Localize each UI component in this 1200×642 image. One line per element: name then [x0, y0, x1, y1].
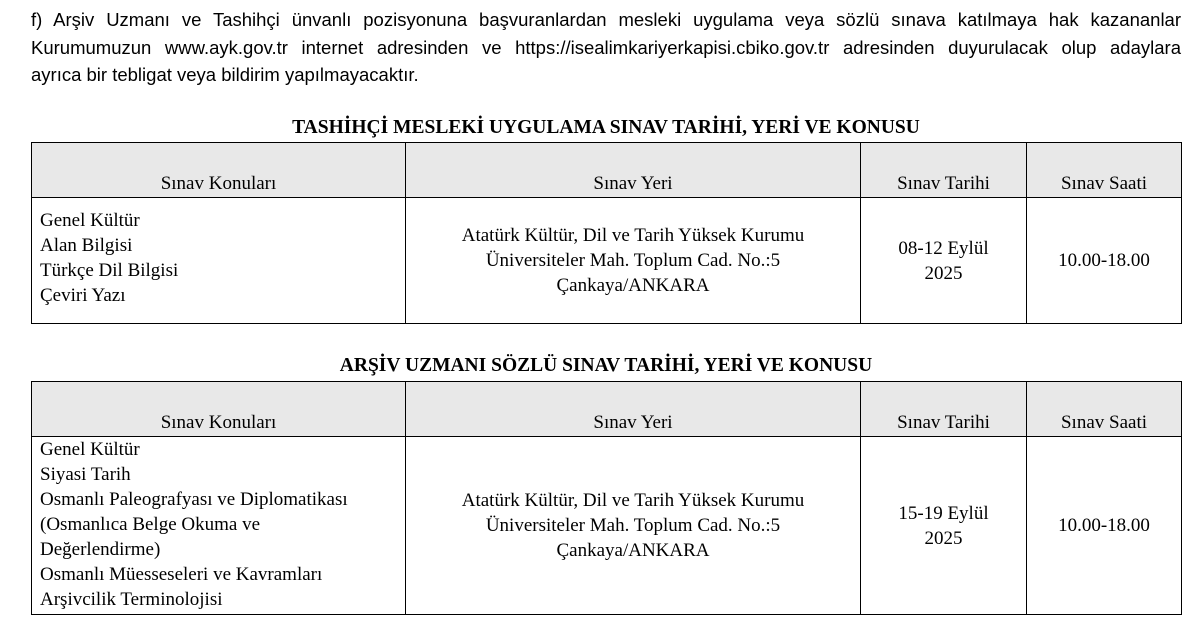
- place-line: Üniversiteler Mah. Toplum Cad. No.:5: [485, 250, 781, 271]
- exam-date-cell: [861, 437, 1027, 615]
- topic-item: Genel Kültür: [40, 439, 140, 460]
- tashihci-section-title: TASHİHÇİ MESLEKİ UYGULAMA SINAV TARİHİ, YERİ VE KONUSU: [292, 117, 920, 138]
- exam-place-cell: [406, 198, 861, 324]
- date-line: 2025: [924, 262, 963, 284]
- intro-line-2: Kurumumuzun www.ayk.gov.tr internet adresinden ve https://isealimkariyerkapisi.cbiko.gov.tr adresinden duyurulacak olup adaylara: [31, 36, 1181, 58]
- table-header-row: [32, 143, 1182, 198]
- header-topics: Sınav Konuları: [32, 143, 406, 198]
- date-line: 15-19 Eylül: [898, 502, 989, 524]
- exam-date-cell: [861, 198, 1027, 324]
- exam-topics-cell: [32, 437, 406, 615]
- table-header-row: [32, 382, 1182, 437]
- topic-item: Arşivcilik Terminolojisi: [40, 589, 223, 610]
- topic-item: Değerlendirme): [40, 539, 161, 560]
- topic-item: Genel Kültür: [40, 210, 140, 231]
- tashihci-exam-table: [31, 142, 1182, 324]
- date-line: 2025: [924, 527, 963, 549]
- header-date: Sınav Tarihi: [861, 143, 1027, 198]
- exam-place-cell: [406, 437, 861, 615]
- topic-item: Siyasi Tarih: [40, 464, 131, 485]
- intro-line-3: ayrıca bir tebligat veya bildirim yapılmayacaktır.: [31, 64, 419, 85]
- topic-item: Osmanlı Paleografyası ve Diplomatikası: [40, 489, 348, 510]
- exam-topics-cell: [32, 198, 406, 324]
- exam-time-cell: 10.00-18.00: [1027, 437, 1182, 615]
- date-line: 08-12 Eylül: [898, 237, 989, 259]
- topic-item: Alan Bilgisi: [40, 235, 133, 256]
- topic-item: Osmanlı Müesseseleri ve Kavramları: [40, 564, 323, 585]
- place-line: Atatürk Kültür, Dil ve Tarih Yüksek Kurumu: [461, 225, 805, 246]
- topic-item: (Osmanlıca Belge Okuma ve: [40, 514, 261, 535]
- header-date: Sınav Tarihi: [861, 382, 1027, 437]
- place-line: Üniversiteler Mah. Toplum Cad. No.:5: [485, 515, 781, 536]
- header-topics: Sınav Konuları: [32, 382, 406, 437]
- place-line: Çankaya/ANKARA: [556, 275, 710, 296]
- header-time: Sınav Saati: [1027, 143, 1182, 198]
- table-row: [32, 198, 1182, 324]
- intro-paragraph: [31, 6, 1181, 89]
- header-place: Sınav Yeri: [406, 382, 861, 437]
- intro-line-1: f) Arşiv Uzmanı ve Tashihçi ünvanlı pozisyonuna başvuranlardan mesleki uygulama veya sözlü sınava katılmaya hak kazananlar: [31, 9, 1181, 30]
- place-line: Atatürk Kültür, Dil ve Tarih Yüksek Kurumu: [461, 490, 805, 511]
- topic-item: Türkçe Dil Bilgisi: [40, 260, 179, 281]
- topic-item: Çeviri Yazı: [40, 285, 126, 306]
- header-time: Sınav Saati: [1027, 382, 1182, 437]
- table-row: [32, 437, 1182, 615]
- header-place: Sınav Yeri: [406, 143, 861, 198]
- exam-time-cell: 10.00-18.00: [1027, 198, 1182, 324]
- arsiv-section-title: ARŞİV UZMANI SÖZLÜ SINAV TARİHİ, YERİ VE KONUSU: [339, 355, 873, 376]
- arsiv-exam-table: [31, 381, 1182, 615]
- place-line: Çankaya/ANKARA: [556, 540, 710, 561]
